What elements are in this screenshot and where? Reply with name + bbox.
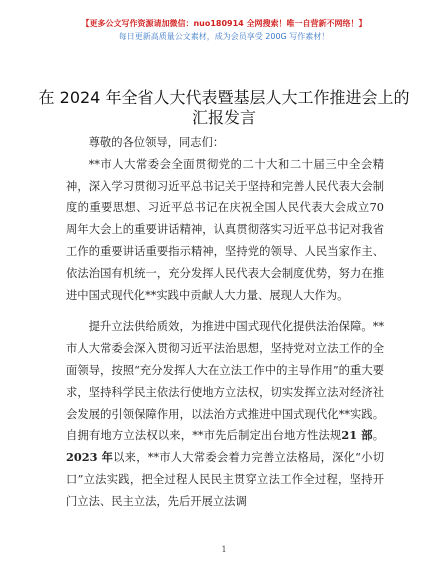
banner-line-2: 每日更新高质量公文素材，成为会员享受 200G 写作素材！	[118, 32, 330, 41]
paragraph-2-heading: 提升立法供给质效，为推进中国式现代化提供法治保障。	[88, 320, 373, 334]
paragraph-2-count: 21 部	[341, 428, 373, 443]
header-banner	[0, 17, 448, 43]
page-number: 1	[221, 545, 227, 554]
paragraph-2-text-b: 。	[372, 429, 384, 443]
greeting: 尊敬的各位领导，同志们：	[88, 136, 225, 149]
document-body	[66, 132, 384, 513]
paragraph-2-text-c: 以来，**市人大常委会着力完善立法格局，深化“小切口”立法实践，把全过程人民民主贯穿立法工作全过程，坚持开门立法、民主立法，先后开展立法调	[66, 451, 385, 508]
paragraph-2-text-a: **市人大常委会深入贯彻习近平法治思想，坚持党对立法工作的全面领导，按照“充分发挥人大在立法工作中的主导作用”的重大要求，坚持科学民主依法行使地方立法权，切实发挥立法对经济社会发展的引领保障作用，以法治方式推进中国式现代化**实践。自拥有地方立法权以来，**市先后制定出台地方性法规	[66, 320, 384, 443]
paragraph-2	[66, 316, 384, 512]
paragraph-1: **市人大常委会全面贯彻党的二十大和二十届三中全会精神，深入学习贯彻习近平总书记关于坚持和完善人民代表大会制度的重要思想、习近平总书记在庆祝全国人民代表大会成立70周年大会上的重要讲话精神，认真贯彻落实习近平总书记对我省工作的重要讲话重要指示精神，坚持党的领导、人民当家作主、依法治国有机统一，充分发挥人民代表大会制度优势，努力在推进中国式现代化**实践中贡献人大力量、展现人大作为。	[66, 157, 384, 302]
paragraph-2-year: 2023 年	[66, 450, 114, 465]
document-title: 在 2024 年全省人大代表暨基层人大工作推进会上的汇报发言	[38, 88, 410, 127]
banner-line-1: 【更多公文写作资源请加微信：nuo180914 全网搜索！唯一自营新不网络！】	[81, 19, 367, 28]
